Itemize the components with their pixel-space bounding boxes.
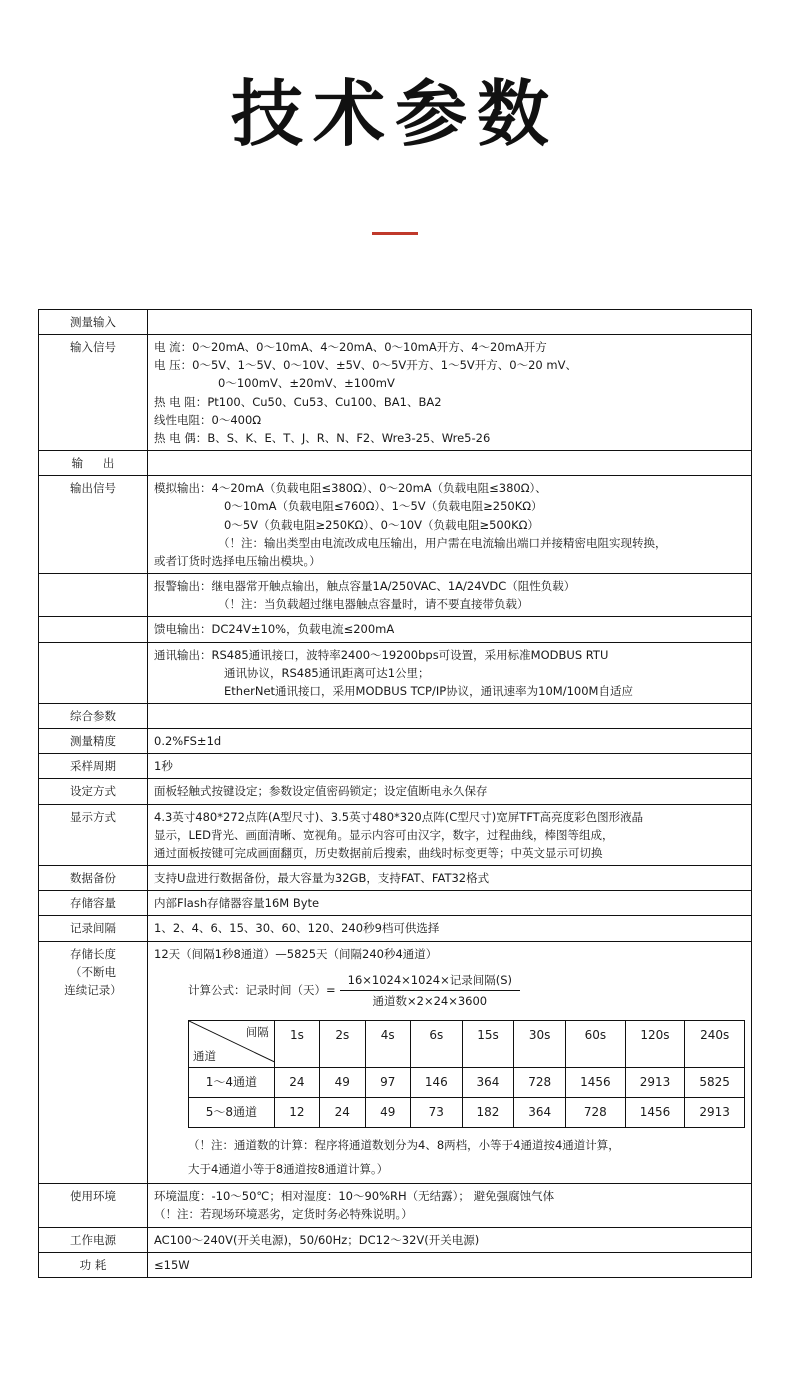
storage-cell: 2913 (685, 1097, 745, 1127)
technical-spec-table (38, 309, 752, 1278)
storage-col-header-2s: 2s (320, 1021, 365, 1068)
input-linear-resistance-value: 0～400Ω (211, 412, 262, 427)
storage-cell: 24 (274, 1068, 319, 1098)
storage-col-header-1s: 1s (274, 1021, 319, 1068)
row-value-data-backup: 支持U盘进行数据备份，最大容量为32GB，支持FAT、FAT32格式 (148, 866, 752, 891)
input-thermocouple-value: B、S、K、E、T、J、R、N、F2、Wre3-25、Wre5-26 (207, 430, 491, 445)
row-label-power-consumption: 功 耗 (39, 1252, 148, 1277)
table-row (39, 804, 752, 865)
row-label-comm-output-blank (39, 642, 148, 703)
storage-formula-fraction (340, 971, 520, 1010)
corner-label-channel: 通道 (193, 1048, 216, 1063)
table-row (39, 574, 752, 617)
table-row (39, 1184, 752, 1227)
output-analog-value-3: 0～5V（负载电阻≥250KΩ）、0～10V（负载电阻≥500KΩ） (224, 517, 539, 532)
output-comm-value-3: EtherNet通讯接口，采用MODBUS TCP/IP协议，通讯速率为10M/100M自适应 (224, 683, 633, 698)
storage-duration-table (188, 1020, 745, 1128)
input-rtd-key: 热 电 阻： (154, 394, 208, 409)
table-row (189, 1021, 745, 1068)
section-header-output: 输 出 (39, 451, 148, 476)
output-analog-note-2: 或者订货时选择电压输出模块。） (154, 553, 321, 568)
input-current-line (154, 338, 745, 356)
table-row (39, 729, 752, 754)
section-header-output-spacer (148, 451, 752, 476)
table-row (39, 941, 752, 1184)
storage-cell: 1456 (625, 1097, 685, 1127)
storage-cell: 24 (320, 1097, 365, 1127)
output-alarm-note: （！注：当负载超过继电器触点容量时，请不要直接带负载） (218, 597, 529, 612)
storage-formula (188, 971, 745, 1010)
row-label-storage-length (39, 941, 148, 1184)
display-line-1: 4.3英寸480*272点阵(A型尺寸)、3.5英寸480*320点阵(C型尺寸)宽屏TFT高亮度彩色图形液晶 (154, 809, 644, 824)
output-feed-key: 馈电输出： (154, 622, 212, 637)
storage-cell: 12 (274, 1097, 319, 1127)
output-analog-key: 模拟输出： (154, 481, 212, 496)
row-label-data-backup: 数据备份 (39, 866, 148, 891)
table-row (39, 476, 752, 574)
row-value-setting-method: 面板轻触式按键设定；参数设定值密码锁定；设定值断电永久保存 (148, 779, 752, 804)
output-feed-line (154, 620, 745, 638)
row-label-display-method: 显示方式 (39, 804, 148, 865)
table-row (39, 754, 752, 779)
output-alarm-value: 继电器常开触点输出，触点容量1A/250VAC、1A/24VDC（阻性负载） (211, 579, 576, 594)
output-feed-value: DC24V±10%，负载电流≤200mA (211, 622, 395, 637)
output-alarm-key: 报警输出： (154, 579, 212, 594)
row-value-accuracy: 0.2%FS±1d (148, 729, 752, 754)
row-value-storage-capacity: 内部Flash存储器容量16M Byte (148, 891, 752, 916)
table-row (39, 916, 752, 941)
display-line-3: 通过面板按键可完成画面翻页，历史数据前后搜索，曲线时标变更等；中英文显示可切换 (154, 845, 603, 860)
row-label-power-supply: 工作电源 (39, 1227, 148, 1252)
row-value-power-supply: AC100～240V(开关电源)，50/60Hz；DC12～32V(开关电源) (148, 1227, 752, 1252)
storage-col-header-240s: 240s (685, 1021, 745, 1068)
storage-col-header-60s: 60s (566, 1021, 626, 1068)
storage-col-header-120s: 120s (625, 1021, 685, 1068)
table-row (39, 703, 752, 728)
storage-note-2: 大于4通道小等于8通道按8通道计算。） (188, 1162, 389, 1177)
row-value-sampling-period: 1秒 (148, 754, 752, 779)
section-header-general-spacer (148, 703, 752, 728)
storage-col-header-30s: 30s (514, 1021, 566, 1068)
display-line-2: 显示，LED背光、画面清晰、宽视角。显示内容可由汉字，数字，过程曲线，棒图等组成， (154, 827, 614, 842)
row-value-alarm-output (148, 574, 752, 617)
corner-label-interval: 间隔 (245, 1025, 269, 1039)
table-row (39, 1252, 752, 1277)
row-value-power-consumption: ≤15W (148, 1252, 752, 1277)
input-voltage-line (154, 356, 745, 374)
storage-label-line-2: （不断电 (70, 964, 116, 979)
storage-table-corner-cell (189, 1021, 275, 1068)
storage-cell: 728 (514, 1068, 566, 1098)
storage-row-header-ch1-4: 1～4通道 (189, 1068, 275, 1098)
row-label-output-signal: 输出信号 (39, 476, 148, 574)
row-value-comm-output (148, 642, 752, 703)
table-row (189, 1068, 745, 1098)
storage-headline: 12天（间隔1秒8通道）—5825天（间隔240秒4通道） (154, 946, 438, 961)
row-value-display-method (148, 804, 752, 865)
input-thermocouple-key: 热 电 偶： (154, 430, 208, 445)
row-label-sampling-period: 采样周期 (39, 754, 148, 779)
input-current-key: 电 流： (154, 340, 193, 355)
output-analog-value-1: 4～20mA（负载电阻≤380Ω）、0～20mA（负载电阻≤380Ω）、 (211, 481, 547, 496)
table-row (39, 617, 752, 642)
storage-col-header-15s: 15s (462, 1021, 514, 1068)
storage-cell: 5825 (685, 1068, 745, 1098)
corner-diagonal-wrap (189, 1021, 274, 1067)
storage-cell: 364 (462, 1068, 514, 1098)
output-analog-note-1: （！注：输出类型由电流改成电压输出，用户需在电流输出端口并接精密电阻实现转换， (218, 535, 667, 550)
table-row (39, 310, 752, 335)
row-value-feed-output (148, 617, 752, 642)
input-voltage-value: 0～5V、1～5V、0～10V、±5V、0～5V开方、1～5V开方、0～20 mV、 (192, 358, 577, 373)
storage-cell: 49 (365, 1097, 410, 1127)
input-linear-resistance-line (154, 411, 745, 429)
storage-formula-numerator: 16×1024×1024×记录间隔(S) (340, 971, 520, 991)
storage-cell: 364 (514, 1097, 566, 1127)
input-current-value: 0～20mA、0～10mA、4～20mA、0～10mA开方、4～20mA开方 (192, 340, 547, 355)
table-row (39, 779, 752, 804)
storage-cell: 146 (410, 1068, 462, 1098)
storage-cell: 1456 (566, 1068, 626, 1098)
storage-cell: 728 (566, 1097, 626, 1127)
section-header-measure-input: 测量输入 (39, 310, 148, 335)
input-linear-resistance-key: 线性电阻： (154, 412, 212, 427)
row-value-record-interval: 1、2、4、6、15、30、60、120、240秒9档可供选择 (148, 916, 752, 941)
storage-cell: 2913 (625, 1068, 685, 1098)
table-row (39, 451, 752, 476)
row-label-alarm-output-blank (39, 574, 148, 617)
row-label-environment: 使用环境 (39, 1184, 148, 1227)
row-label-record-interval: 记录间隔 (39, 916, 148, 941)
output-comm-value-1: RS485通讯接口，波特率2400～19200bps可设置，采用标准MODBUS RTU (211, 647, 609, 662)
storage-formula-lead: 计算公式：记录时间（天）= (188, 983, 336, 998)
table-row (189, 1097, 745, 1127)
storage-cell: 182 (462, 1097, 514, 1127)
table-row (39, 1227, 752, 1252)
environment-line-2: （！注：若现场环境恶劣，定货时务必特殊说明。） (154, 1207, 413, 1222)
row-value-output-signal (148, 476, 752, 574)
row-label-feed-output-blank (39, 617, 148, 642)
row-label-accuracy: 测量精度 (39, 729, 148, 754)
input-voltage-value2: 0～100mV、±20mV、±100mV (218, 376, 395, 391)
storage-label-line-1: 存储长度 (70, 946, 116, 961)
row-value-environment (148, 1184, 752, 1227)
storage-formula-denominator: 通道数×2×24×3600 (372, 993, 488, 1008)
input-thermocouple-line (154, 429, 745, 447)
page-title: 技术参数 (230, 72, 559, 156)
input-rtd-value: Pt100、Cu50、Cu53、Cu100、BA1、BA2 (207, 394, 442, 409)
input-rtd-line (154, 393, 745, 411)
table-row (39, 335, 752, 451)
output-analog-value-2: 0～10mA（负载电阻≤760Ω）、1～5V（负载电阻≥250KΩ） (224, 499, 543, 514)
output-comm-value-2: 通讯协议，RS485通讯距离可达1公里； (224, 665, 430, 680)
row-label-setting-method: 设定方式 (39, 779, 148, 804)
output-comm-key: 通讯输出： (154, 647, 212, 662)
table-row (39, 642, 752, 703)
row-label-storage-capacity: 存储容量 (39, 891, 148, 916)
row-label-input-signal: 输入信号 (39, 335, 148, 451)
storage-cell: 49 (320, 1068, 365, 1098)
row-value-input-signal (148, 335, 752, 451)
storage-cell: 97 (365, 1068, 410, 1098)
title-divider (372, 232, 418, 235)
environment-line-1: 环境温度：-10～50℃；相对湿度：10～90%RH（无结露）； 避免强腐蚀气体 (154, 1189, 555, 1204)
input-voltage-key: 电 压： (154, 358, 193, 373)
section-header-general: 综合参数 (39, 703, 148, 728)
spec-table-wrapper (38, 309, 752, 1278)
table-row (39, 866, 752, 891)
storage-cell: 73 (410, 1097, 462, 1127)
section-header-measure-input-spacer (148, 310, 752, 335)
storage-col-header-6s: 6s (410, 1021, 462, 1068)
table-row (39, 891, 752, 916)
storage-col-header-4s: 4s (365, 1021, 410, 1068)
storage-row-header-ch5-8: 5～8通道 (189, 1097, 275, 1127)
storage-label-line-3: 连续记录） (64, 982, 122, 997)
storage-note-1: （！注：通道数的计算：程序将通道数划分为4、8两档，小等于4通道按4通道计算， (188, 1137, 620, 1152)
output-alarm-line (154, 577, 745, 595)
output-analog-line (154, 479, 745, 497)
row-value-storage-length (148, 941, 752, 1184)
output-comm-line (154, 646, 745, 664)
